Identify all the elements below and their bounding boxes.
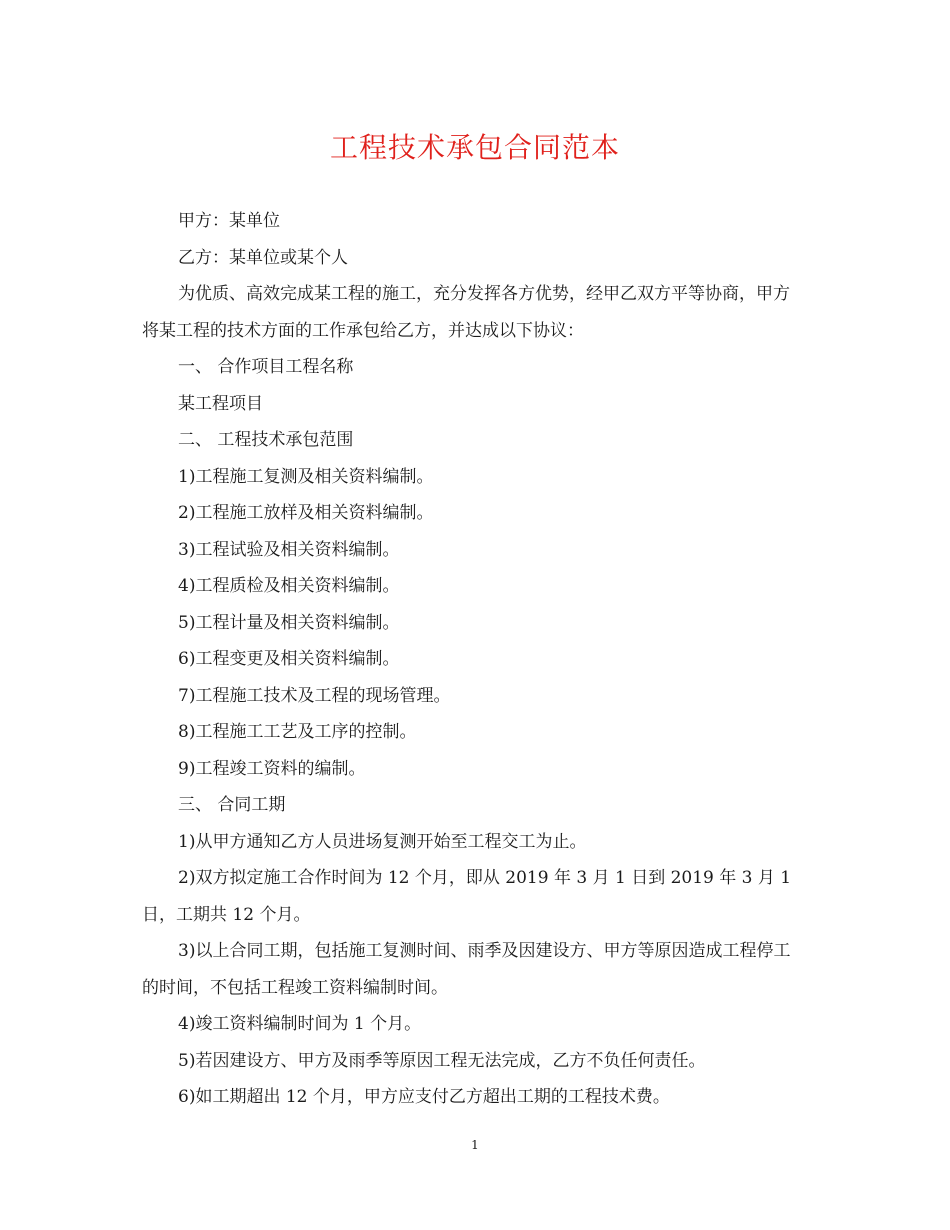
term-item: 2)双方拟定施工合作时间为 12 个月，即从 2019 年 3 月 1 日到 2019 年 3 月 1 日，工期共 12 个月。	[142, 868, 792, 925]
scope-item: 2)工程施工放样及相关资料编制。	[178, 503, 434, 523]
term-item: 6)如工期超出 12 个月，甲方应支付乙方超出工期的工程技术费。	[178, 1087, 670, 1107]
preamble-paragraph: 为优质、高效完成某工程的施工，充分发挥各方优势，经甲乙双方平等协商，甲方将某工程的技术方面的工作承包给乙方，并达成以下协议：	[142, 284, 790, 341]
section-heading-1: 一、 合作项目工程名称	[178, 357, 354, 377]
scope-item: 5)工程计量及相关资料编制。	[178, 612, 400, 633]
party-b-line: 乙方：某单位或某个人	[178, 247, 348, 268]
section-heading-2: 二、 工程技术承包范围	[178, 430, 354, 450]
scope-item: 8)工程施工工艺及工序的控制。	[178, 722, 417, 742]
project-name: 某工程项目	[178, 393, 263, 414]
term-item: 5)若因建设方、甲方及雨季等原因工程无法完成，乙方不负任何责任。	[178, 1050, 706, 1071]
scope-item: 3)工程试验及相关资料编制。	[178, 539, 400, 560]
scope-item: 1)工程施工复测及相关资料编制。	[178, 466, 434, 487]
scope-item: 4)工程质检及相关资料编制。	[178, 576, 400, 596]
term-item: 1)从甲方通知乙方人员进场复测开始至工程交工为止。	[178, 831, 587, 852]
document-title: 工程技术承包合同范本	[329, 131, 620, 164]
page-number: 1	[471, 1138, 479, 1152]
scope-item: 9)工程竣工资料的编制。	[178, 758, 366, 779]
term-item: 3)以上合同工期，包括施工复测时间、雨季及因建设方、甲方等原因造成工程停工的时间，不包括工程竣工资料编制时间。	[142, 941, 791, 998]
section-heading-3: 三、 合同工期	[178, 795, 286, 815]
scope-item: 6)工程变更及相关资料编制。	[178, 649, 400, 669]
document-body	[142, 203, 802, 1116]
term-item: 4)竣工资料编制时间为 1 个月。	[178, 1014, 422, 1034]
scope-item: 7)工程施工技术及工程的现场管理。	[178, 685, 451, 706]
party-a-line: 甲方：某单位	[178, 211, 280, 231]
